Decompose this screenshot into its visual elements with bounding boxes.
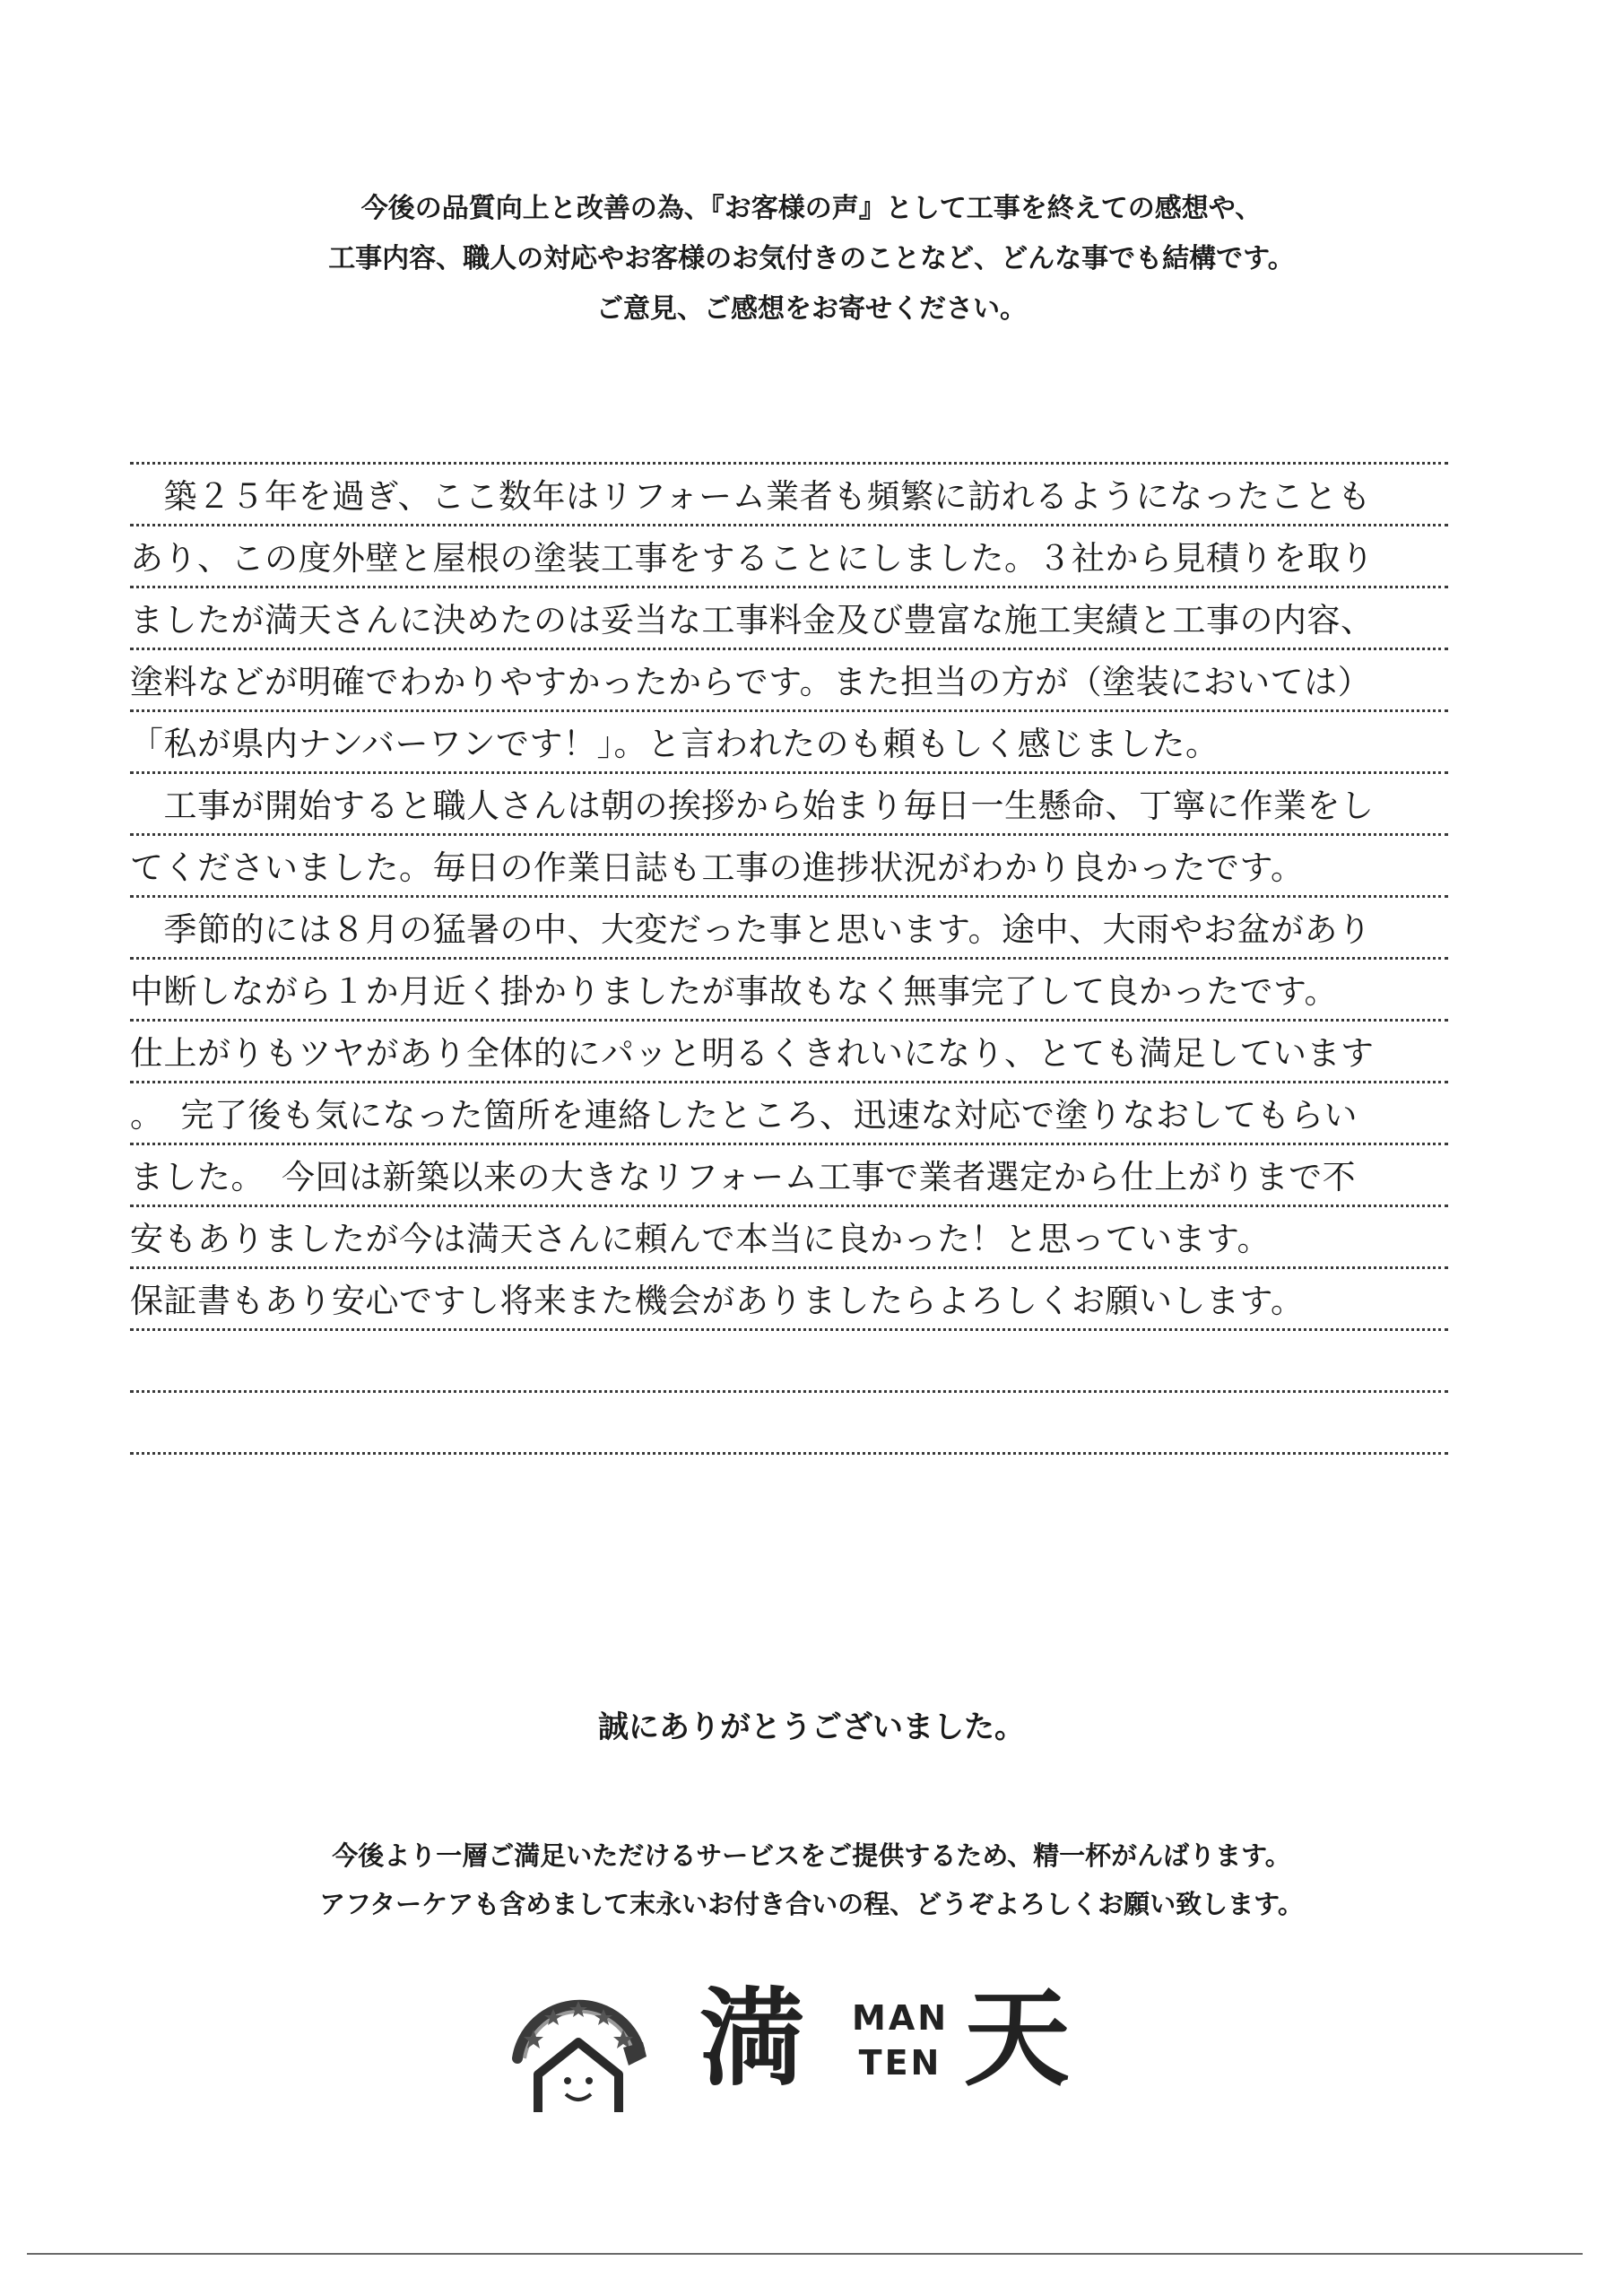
ruled-line-empty <box>130 1393 1448 1455</box>
comment-text-line: ましたが満天さんに決めたのは妥当な工事料金及び豊富な施工実績と工事の内容、 <box>130 601 1375 639</box>
closing-line: 今後より一層ご満足いただけるサービスをご提供するため、精一杯がんばります。 <box>332 1840 1291 1871</box>
intro-line: ご意見、ご感想をお寄せください。 <box>596 293 1027 325</box>
house-stars-emblem-icon <box>498 1960 659 2121</box>
ruled-line-empty <box>130 1331 1448 1393</box>
logo-latin-man: MAN <box>852 1998 950 2038</box>
comment-text-line: 仕上がりもツヤがあり全体的にパッと明るくきれいになり、とても満足しています <box>130 1034 1375 1073</box>
comment-text-line: 塗料などが明確でわかりやすかったからです。また担当の方が（塗装においては） <box>130 663 1372 701</box>
ruled-line <box>130 1207 1448 1269</box>
ruled-line <box>130 588 1448 650</box>
ruled-line <box>130 1022 1448 1083</box>
intro-line: 今後の品質向上と改善の為、『お客様の声』として工事を終えての感想や、 <box>360 193 1263 224</box>
comment-text-line: 安もありましたが今は満天さんに頼んで本当に良かった！と思っています。 <box>130 1220 1271 1258</box>
ruled-line <box>130 462 1448 526</box>
bottom-divider <box>27 2253 1583 2255</box>
logo-latin-ten: TEN <box>858 2043 942 2083</box>
ruled-line <box>130 1083 1448 1145</box>
comment-text-line: 中断しながら１か月近く掛かりましたが事故もなく無事完了して良かったです。 <box>130 972 1339 1011</box>
comment-text-line: 季節的には８月の猛暑の中、大変だった事と思います。途中、大雨やお盆があり <box>130 910 1372 949</box>
comment-text-line: あり、この度外壁と屋根の塗装工事をすることにしました。３社から見積りを取り <box>130 539 1375 578</box>
ruled-line <box>130 1145 1448 1207</box>
ruled-line <box>130 650 1448 712</box>
logo-kanji-ten: 天 <box>964 1977 1071 2100</box>
ruled-line <box>130 526 1448 588</box>
ruled-line <box>130 1269 1448 1331</box>
comment-text-line: 保証書もあり安心ですし将来また機会がありましたらよろしくお願いします。 <box>130 1282 1305 1320</box>
logo-latin-text <box>852 1996 949 2085</box>
comment-text-line: 築２５年を過ぎ、ここ数年はリフォーム業者も頻繁に訪れるようになったことも <box>130 477 1372 516</box>
comment-text-line: 「私が県内ナンバーワンです！」。と言われたのも頼もしく感じました。 <box>130 725 1219 763</box>
intro-message <box>0 184 1623 335</box>
ruled-line <box>130 836 1448 898</box>
comment-text-line: 工事が開始すると職人さんは朝の挨拶から始まり毎日一生懸命、丁寧に作業をし <box>130 787 1375 825</box>
closing-line: アフターケアも含めまして末永いお付き合いの程、どうぞよろしくお願い致します。 <box>319 1889 1304 1919</box>
ruled-line <box>130 898 1448 960</box>
thank-you-heading: 誠にありがとうございました。 <box>598 1709 1025 1745</box>
ruled-line <box>130 960 1448 1022</box>
customer-comment-sheet <box>130 462 1448 1455</box>
ruled-line <box>130 712 1448 774</box>
comment-text-line: ました。 今回は新築以来の大きなリフォーム工事で業者選定から仕上がりまで不 <box>130 1158 1357 1196</box>
logo-kanji-man: 満 <box>699 1977 806 2100</box>
comment-text-line: てくださいました。毎日の作業日誌も工事の進捗状況がわかり良かったです。 <box>130 848 1305 887</box>
intro-line: 工事内容、職人の対応やお客様のお気付きのことなど、どんな事でも結構です。 <box>328 243 1295 274</box>
comment-text-line: 。 完了後も気になった箇所を連絡したところ、迅速な対応で塗りなおしてもらい <box>130 1096 1358 1135</box>
manten-logo <box>498 1960 1125 2121</box>
closing-message <box>0 1831 1623 1928</box>
ruled-line <box>130 774 1448 836</box>
